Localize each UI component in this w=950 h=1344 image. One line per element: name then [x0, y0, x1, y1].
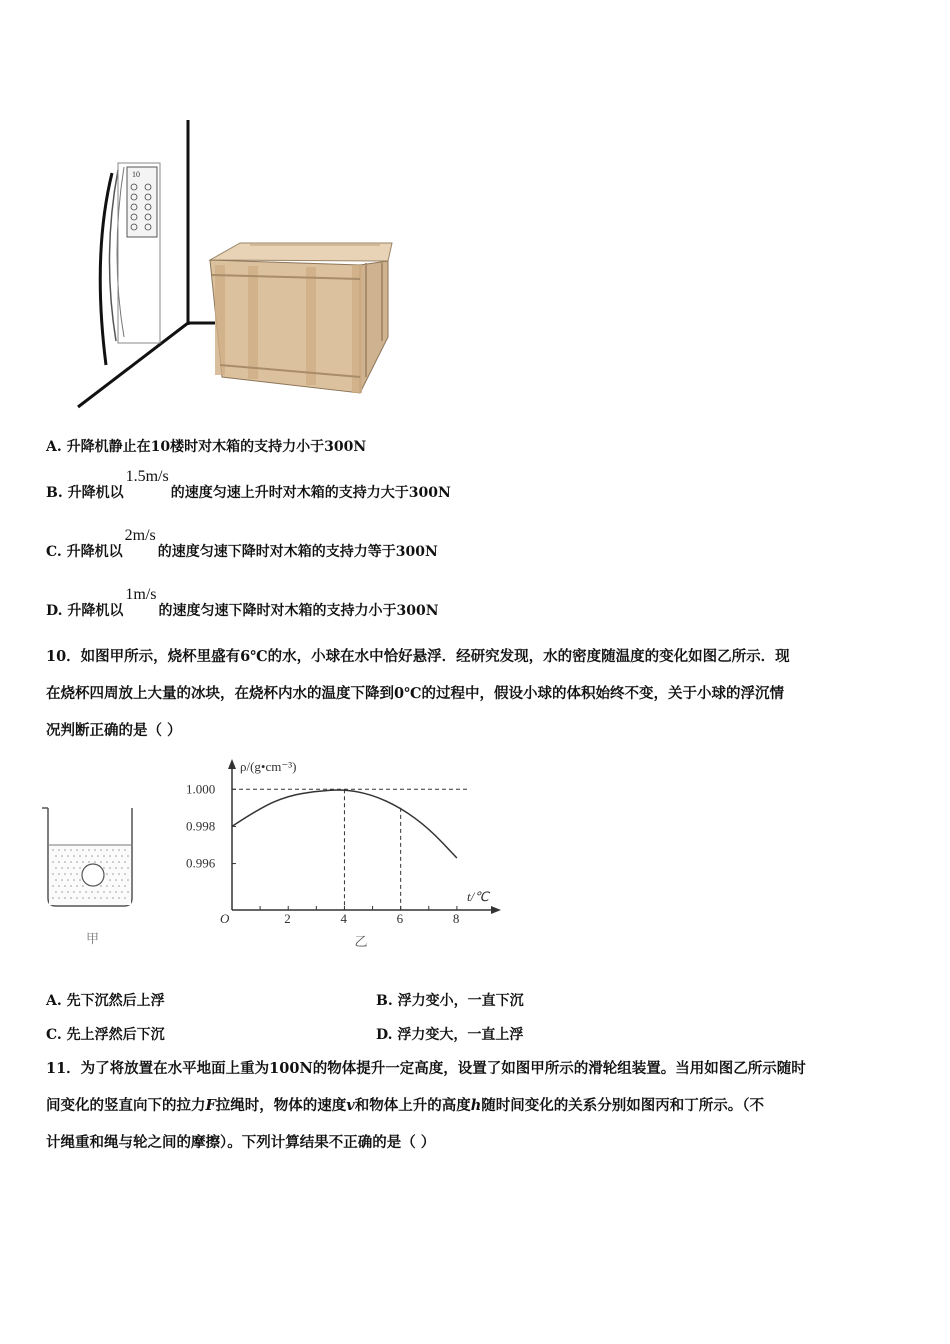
speed-value: 1.5m/s — [125, 468, 169, 485]
y-axis-arrow — [228, 759, 236, 769]
elevator-crate-figure — [70, 115, 410, 415]
x-axis-label: t/℃ — [467, 889, 489, 904]
x-tick-label: 4 — [340, 911, 347, 926]
beaker-label: 甲 — [86, 931, 100, 946]
q10-option-c: C. 先上浮然后下沉 — [46, 1027, 165, 1043]
q9-option-b: B. 升降机以1.5m/s的速度匀速上升时对木箱的支持力大于300N — [46, 468, 451, 501]
q10-stem: 10．如图甲所示，烧杯里盛有6℃的水，小球在水中恰好悬浮．经研究发现，水的密度随温度的变化如图乙所示．现 在烧杯四周放上大量的冰块，在烧杯内水的温度下降到0℃的过程中，假设小球的体积始终不变，关于小球的浮沉情 况判断正确的是（ ） — [46, 648, 790, 739]
q9-option-c: C. 升降机以2m/s的速度匀速下降时对木箱的支持力等于300N — [46, 527, 438, 560]
x-axis-arrow — [491, 906, 501, 914]
speed-value: 1m/s — [125, 586, 157, 603]
x-tick-label: 6 — [396, 911, 404, 926]
q9-option-a: A. 升降机静止在10楼时对木箱的支持力小于300N — [46, 439, 367, 455]
density-chart — [180, 755, 510, 955]
y-tick-label: 0.998 — [186, 818, 216, 834]
origin-label: O — [220, 911, 230, 926]
q9-option-d: D. 升降机以1m/s的速度匀速下降时对木箱的支持力小于300N — [46, 586, 439, 619]
q11-stem: 11．为了将放置在水平地面上重为100N的物体提升一定高度，设置了如图甲所示的滑轮组装置。当用如图乙所示随时 间变化的竖直向下的拉力F拉绳时，物体的速度v和物体上升的高度h随时间变化的关系分别如图丙和丁所示。（不 计绳重和绳与轮之间的摩擦）。下列计算结果不正确的是（ ） — [46, 1060, 806, 1151]
chart-label: 乙 — [354, 934, 368, 949]
y-tick-label: 0.996 — [186, 855, 216, 871]
beaker-figure — [40, 800, 150, 950]
q10-option-b: B. 浮力变小，一直下沉 — [376, 993, 524, 1009]
y-tick-label: 1.000 — [186, 781, 216, 797]
y-axis-label: ρ/(g•cm⁻³) — [240, 759, 297, 774]
floor-panel-label: 10 — [132, 170, 140, 179]
x-tick-label: 2 — [284, 911, 291, 926]
q10-option-d: D. 浮力变大，一直上浮 — [376, 1027, 524, 1043]
q10-option-a: A. 先下沉然后上浮 — [46, 993, 165, 1009]
wooden-crate — [210, 243, 392, 393]
speed-value: 2m/s — [124, 527, 156, 544]
ball — [82, 864, 104, 886]
x-tick-label: 8 — [452, 911, 460, 926]
